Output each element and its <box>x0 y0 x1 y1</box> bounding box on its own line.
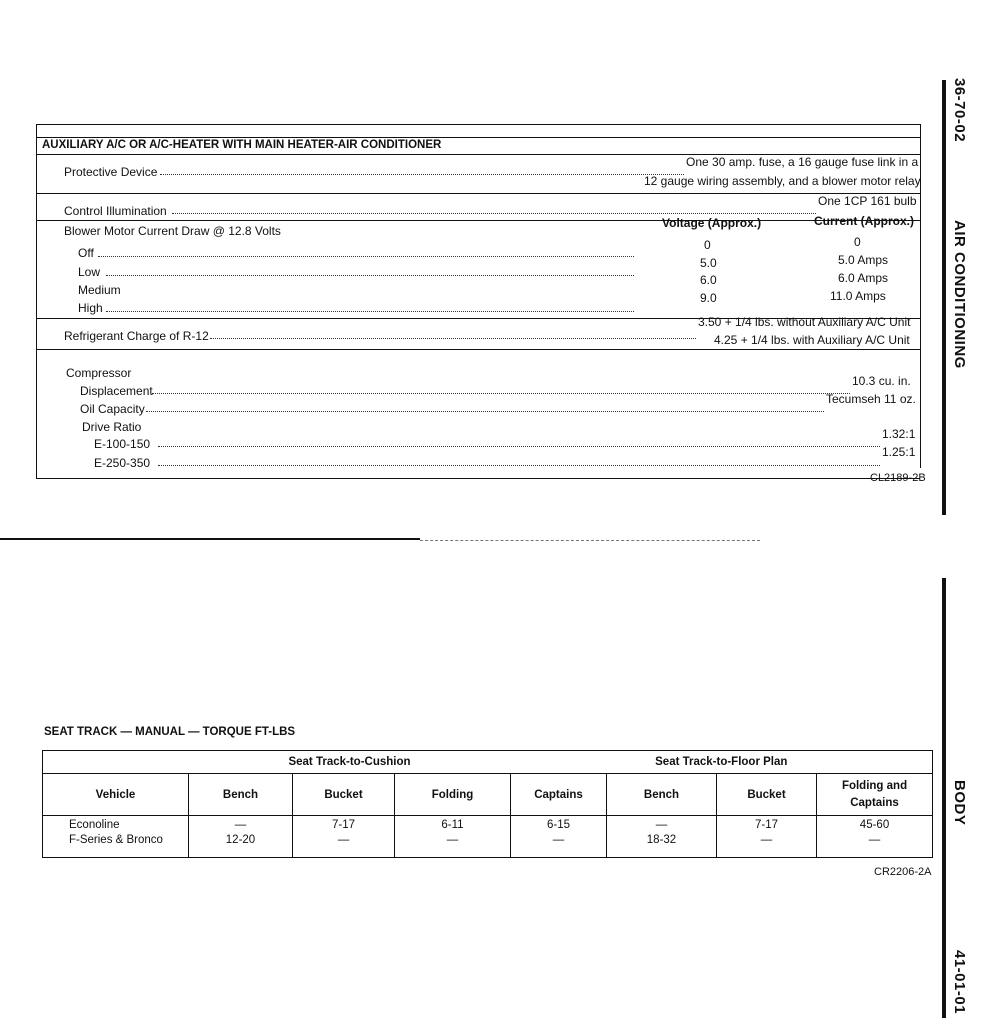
col-header-floor-folding-captains: Folding and Captains <box>817 774 933 816</box>
current-header: Current (Approx.) <box>814 214 914 228</box>
seat-track-heading: SEAT TRACK — MANUAL — TORQUE FT-LBS <box>44 726 296 738</box>
row-vehicle: Econoline <box>43 816 189 834</box>
table-cell: — <box>189 816 293 834</box>
ratio-e250-label: E-250-350 <box>94 456 151 470</box>
refrigerant-value-1: 3.50 + 1/4 lbs. without Auxiliary A/C Unit <box>698 315 911 329</box>
blower-row-medium-voltage: 6.0 <box>700 273 717 287</box>
page-divider <box>0 538 420 540</box>
blower-row-low-current: 5.0 Amps <box>838 253 889 267</box>
blower-row-low-label: Low <box>78 265 101 279</box>
compressor-label: Compressor <box>66 366 132 380</box>
drive-ratio-label: Drive Ratio <box>82 420 142 434</box>
seat-track-table <box>42 750 933 858</box>
seat-track-code: CR2206-2A <box>874 866 932 878</box>
oil-capacity-value: Tecumseh 11 oz. <box>826 392 916 406</box>
blower-row-off-current: 0 <box>854 235 861 249</box>
table-cell: — <box>607 816 717 834</box>
table-cell: — <box>395 834 511 858</box>
blower-row-low-voltage: 5.0 <box>700 256 717 270</box>
control-illumination-label: Control Illumination <box>64 204 167 218</box>
table-row <box>43 816 933 834</box>
ratio-e100-label: E-100-150 <box>94 437 151 451</box>
table-cell: 7-17 <box>293 816 395 834</box>
refrigerant-label: Refrigerant Charge of R-12 <box>64 329 209 343</box>
col-header-cushion-bench: Bench <box>189 774 293 816</box>
table-cell: — <box>817 834 933 858</box>
table-cell: — <box>717 834 817 858</box>
oil-capacity-label: Oil Capacity <box>80 402 145 416</box>
col-header-vehicle: Vehicle <box>43 774 189 816</box>
displacement-value: 10.3 cu. in. <box>852 374 911 388</box>
ratio-e250-value: 1.25:1 <box>882 445 916 459</box>
table-cell: 6-11 <box>395 816 511 834</box>
col-header-floor-bucket: Bucket <box>717 774 817 816</box>
protective-device-value-2: 12 gauge wiring assembly, and a blower motor relay <box>644 174 921 188</box>
group-header-cushion: Seat Track-to-Cushion <box>189 751 511 774</box>
col-header-floor-bench: Bench <box>607 774 717 816</box>
blower-row-high-current: 11.0 Amps <box>830 289 886 303</box>
displacement-label: Displacement <box>80 384 153 398</box>
table-row <box>43 834 933 858</box>
table-cell: 12-20 <box>189 834 293 858</box>
top-page-number: 36-70-02 <box>951 78 968 143</box>
bottom-page-number: 41-01-01 <box>951 950 968 1015</box>
voltage-header: Voltage (Approx.) <box>662 216 762 230</box>
table-cell: 18-32 <box>607 834 717 858</box>
control-illumination-value: One 1CP 161 bulb <box>818 194 917 208</box>
ratio-e100-value: 1.32:1 <box>882 427 916 441</box>
ac-spec-code: CL2189-2B <box>870 472 926 484</box>
top-section-title: AIR CONDITIONING <box>951 220 968 369</box>
blower-row-off-label: Off <box>78 246 94 260</box>
col-header-cushion-bucket: Bucket <box>293 774 395 816</box>
group-header-blank <box>43 751 189 774</box>
group-header-floor: Seat Track-to-Floor Plan <box>511 751 933 774</box>
table-cell: 7-17 <box>717 816 817 834</box>
protective-device-value-1: One 30 amp. fuse, a 16 gauge fuse link in a <box>686 155 919 169</box>
col-header-cushion-folding: Folding <box>395 774 511 816</box>
table-cell: 45-60 <box>817 816 933 834</box>
table-cell: — <box>511 834 607 858</box>
bottom-section-bar <box>942 578 946 1018</box>
blower-row-high-voltage: 9.0 <box>700 291 717 305</box>
ac-spec-heading: AUXILIARY A/C OR A/C-HEATER WITH MAIN HEATER-AIR CONDITIONER <box>42 139 442 151</box>
row-vehicle: F-Series & Bronco <box>43 834 189 858</box>
refrigerant-value-2: 4.25 + 1/4 lbs. with Auxiliary A/C Unit <box>714 333 910 347</box>
blower-row-off-voltage: 0 <box>704 238 711 252</box>
bottom-section-title: BODY <box>951 780 968 826</box>
blower-row-medium-current: 6.0 Amps <box>838 271 889 285</box>
table-cell: 6-15 <box>511 816 607 834</box>
top-section-bar <box>942 80 946 515</box>
table-cell: — <box>293 834 395 858</box>
blower-row-high-label: High <box>78 301 103 315</box>
blower-row-medium-label: Medium <box>78 283 121 297</box>
col-header-cushion-captains: Captains <box>511 774 607 816</box>
blower-label: Blower Motor Current Draw @ 12.8 Volts <box>64 224 281 238</box>
protective-device-label: Protective Device <box>64 165 158 179</box>
